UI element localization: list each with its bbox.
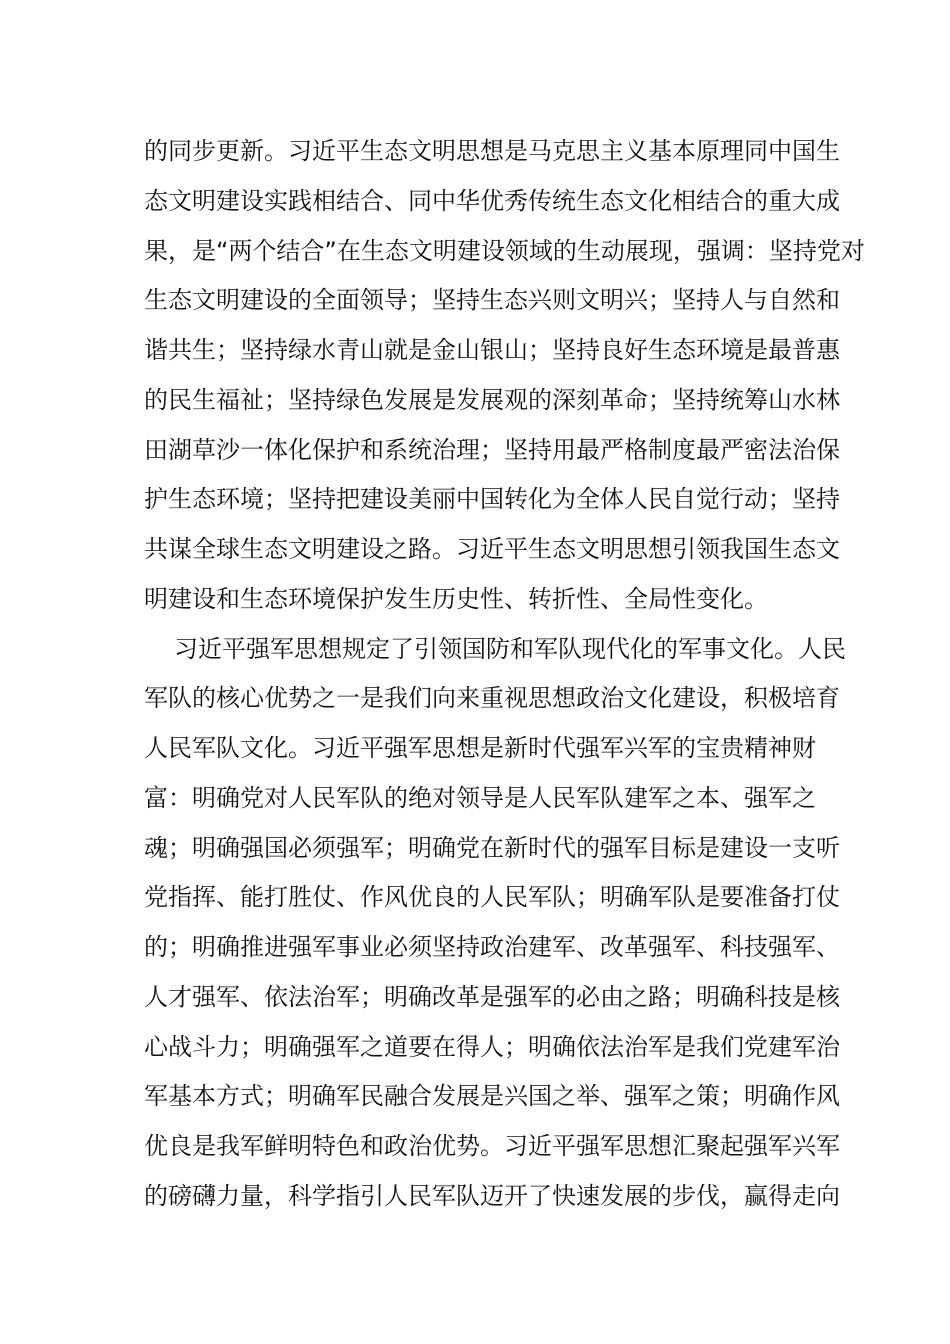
paragraph-ecological-civilization (144, 127, 865, 625)
text-line: 军队的核心优势之一是我们向来重视思想政治文化建设，积极培育 (144, 684, 840, 713)
text-line: 谐共生；坚持绿水青山就是金山银山；坚持良好生态环境是最普惠 (144, 336, 840, 364)
text-line: 习近平强军思想规定了引领国防和军队现代化的军事文化。人民 (174, 634, 846, 663)
document-body (144, 127, 865, 1222)
text-line: 富：明确党对人民军队的绝对领导是人民军队建军之本、强军之 (144, 783, 816, 812)
text-line: 魂；明确强国必须强军；明确党在新时代的强军目标是建设一支听 (144, 833, 840, 862)
text-line: 果，是“两个结合”在生态文明建设领域的生动展现，强调：坚持党对 (144, 236, 865, 265)
paragraph-strong-army (144, 625, 846, 1222)
text-line: 的民生福祉；坚持绿色发展是发展观的深刻革命；坚持统筹山水林 (144, 385, 840, 414)
text-line: 的同步更新。习近平生态文明思想是马克思主义基本原理同中国生 (144, 137, 840, 165)
text-line: 心战斗力；明确强军之道要在得人；明确依法治军是我们党建军治 (144, 1032, 840, 1061)
text-line: 共谋全球生态文明建设之路。习近平生态文明思想引领我国生态文 (144, 535, 840, 563)
text-line: 党指挥、能打胜仗、作风优良的人民军队；明确军队是要准备打仗 (144, 883, 840, 912)
text-line: 军基本方式；明确军民融合发展是兴国之举、强军之策；明确作风 (144, 1082, 840, 1111)
text-line: 明建设和生态环境保护发生历史性、转折性、全局性变化。 (144, 584, 768, 613)
text-line: 人才强军、依法治军；明确改革是强军的必由之路；明确科技是核 (144, 982, 840, 1011)
text-line: 的磅礴力量，科学指引人民军队迈开了快速发展的步伐，赢得走向 (144, 1181, 840, 1210)
text-line: 人民军队文化。习近平强军思想是新时代强军兴军的宝贵精神财 (144, 734, 816, 762)
text-line: 护生态环境；坚持把建设美丽中国转化为全体人民自觉行动；坚持 (144, 485, 840, 514)
text-line: 生态文明建设的全面领导；坚持生态兴则文明兴；坚持人与自然和 (144, 286, 840, 315)
text-line: 态文明建设实践相结合、同中华优秀传统生态文化相结合的重大成 (144, 186, 840, 215)
text-line: 的；明确推进强军事业必须坚持政治建军、改革强军、科技强军、 (144, 933, 840, 961)
text-line: 优良是我军鲜明特色和政治优势。习近平强军思想汇聚起强军兴军 (144, 1132, 840, 1160)
text-line: 田湖草沙一体化保护和系统治理；坚持用最严格制度最严密法治保 (144, 435, 840, 464)
